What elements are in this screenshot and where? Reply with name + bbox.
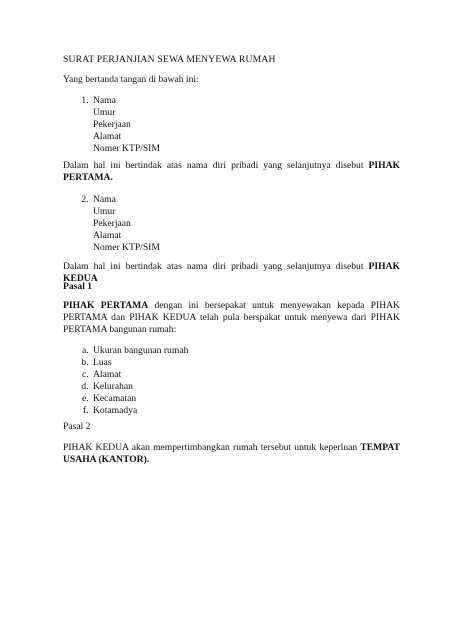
usage-purpose: TEMPAT USAHA (KANTOR).	[63, 442, 400, 465]
intro-text: Yang bertanda tangan di bawah ini:	[63, 74, 199, 85]
party1-paragraph	[63, 160, 400, 184]
pasal2-heading: Pasal 2	[63, 421, 91, 432]
party2-field-age: Umur	[93, 206, 116, 217]
party1-list	[63, 95, 160, 155]
party1-field-address: Alamat	[93, 131, 122, 142]
detail-item: c. Alamat	[91, 369, 188, 381]
party2-field-address: Alamat	[93, 230, 122, 241]
detail-item: f. Kotamadya	[91, 405, 188, 417]
party2-role: PIHAK KEDUA	[63, 261, 400, 284]
party2-item	[91, 194, 160, 254]
party2-field-name: 2. Nama	[93, 194, 116, 205]
pasal1-party: PIHAK PERTAMA	[63, 300, 149, 311]
party1-paragraph-text: Dalam hal ini bertindak atas nama diri pribadi yang selanjutnya disebut	[63, 160, 369, 171]
document-title: SURAT PERJANJIAN SEWA MENYEWA RUMAH	[63, 54, 276, 65]
detail-item: a. Ukuran bangunan rumah	[91, 345, 188, 357]
party1-role: PIHAK PERTAMA.	[63, 160, 400, 183]
pasal1-paragraph-text: dengan ini bersepakat untuk menyewakan kepada PIHAK PERTAMA dan PIHAK KEDUA telah pula berspakat untuk menyewa dari PIHAK PERTAMA bangunan rumah:	[63, 300, 400, 335]
party2-paragraph-text: Dalam hal ini bertindak atas nama diri pribadi yang selanjutnya disebut	[63, 261, 369, 272]
party2-field-id: Nomer KTP/SIM	[93, 242, 160, 253]
party1-item	[91, 95, 160, 155]
property-details-list	[63, 345, 188, 417]
party1-field-id: Nomer KTP/SIM	[93, 143, 160, 154]
detail-item: e. Kecamatan	[91, 393, 188, 405]
detail-item: d. Kelurahan	[91, 381, 188, 393]
pasal1-paragraph	[63, 300, 400, 336]
party2-paragraph	[63, 261, 400, 285]
party1-field-name: 1. Nama	[93, 95, 116, 106]
pasal2-paragraph-text: PIHAK KEDUA akan mempertimbangkan rumah tersebut untuk keperluan	[63, 442, 361, 453]
pasal2-paragraph	[63, 442, 400, 466]
party1-field-age: Umur	[93, 107, 116, 118]
party2-list	[63, 194, 160, 254]
detail-item: b. Luas	[91, 357, 188, 369]
party1-field-job: Pekerjaan	[93, 119, 131, 130]
party2-field-job: Pekerjaan	[93, 218, 131, 229]
pasal1-heading: Pasal 1	[63, 281, 93, 292]
